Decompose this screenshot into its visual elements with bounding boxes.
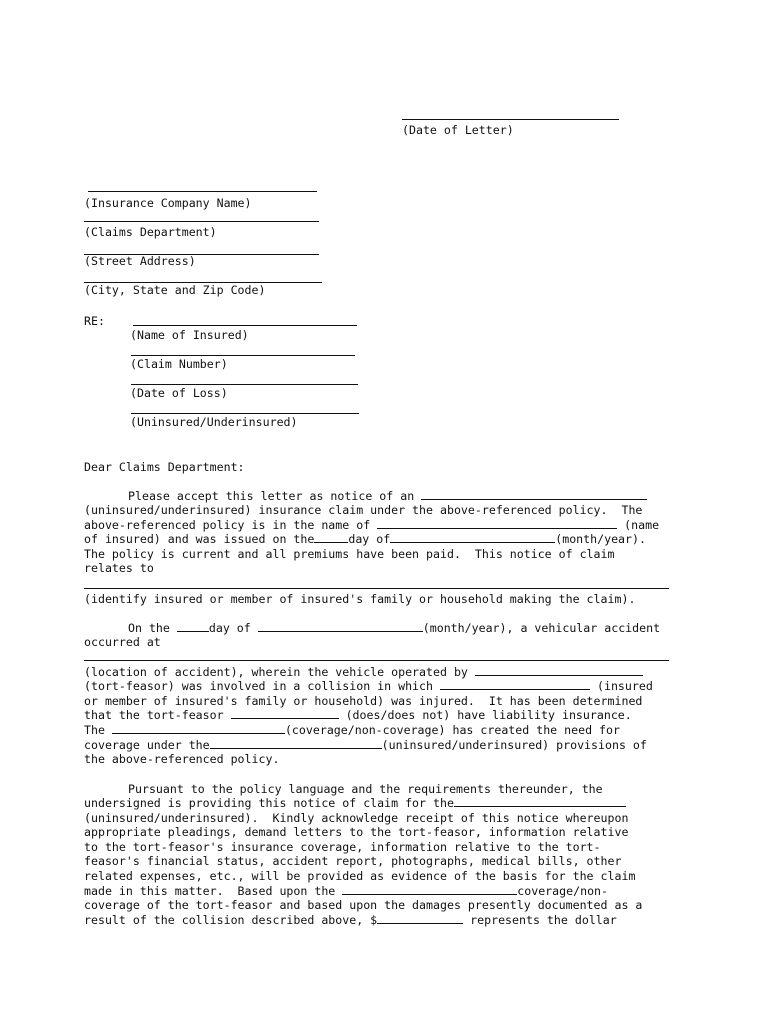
p1-line-4 bbox=[84, 532, 646, 547]
injured-party-blank[interactable] bbox=[440, 679, 590, 690]
street-label: (Street Address) bbox=[84, 254, 196, 268]
p3-line-9: coverage of the tort-feasor and based upon the damages presently documented as a bbox=[84, 898, 643, 912]
p1-text-1: Please accept this letter as notice of an bbox=[128, 489, 415, 503]
date-of-loss-label: (Date of Loss) bbox=[130, 386, 228, 400]
re-label: RE: bbox=[84, 314, 105, 328]
p1-line-3 bbox=[84, 518, 659, 533]
p3-text-8a: made in this matter. Based upon the bbox=[84, 884, 336, 898]
p2-line-7 bbox=[84, 723, 620, 738]
notice-claim-blank[interactable] bbox=[454, 796, 626, 807]
p2-line-9: the above-referenced policy. bbox=[84, 752, 280, 766]
p2-text-6b: (does/does not) have liability insurance. bbox=[345, 708, 632, 722]
p2-text-7a: The bbox=[84, 723, 105, 737]
p2-text-6a: that the tort-feasor bbox=[84, 708, 224, 722]
p3-line-10 bbox=[84, 913, 617, 928]
salutation: Dear Claims Department: bbox=[84, 460, 245, 474]
coverage-basis-blank[interactable] bbox=[342, 884, 517, 895]
liability-blank[interactable] bbox=[231, 708, 339, 719]
p2-line-5: or member of insured's family or household) was injured. It has been determined bbox=[84, 694, 643, 708]
p2-line-8 bbox=[84, 738, 647, 753]
date-of-loss-line[interactable] bbox=[131, 384, 358, 385]
department-line[interactable] bbox=[84, 221, 319, 222]
insured-label: (Name of Insured) bbox=[130, 328, 249, 342]
p3-line-6: feasor's financial status, accident report, photographs, medical bills, other bbox=[84, 854, 622, 868]
p3-text-2: undersigned is providing this notice of claim for the bbox=[84, 796, 454, 810]
claimant-line[interactable] bbox=[84, 588, 669, 589]
p2-line-3 bbox=[84, 665, 643, 680]
accident-day-blank[interactable] bbox=[177, 621, 209, 632]
coverage-status-blank[interactable] bbox=[112, 723, 285, 734]
p3-line-2 bbox=[84, 796, 626, 811]
p2-text-1a: On the bbox=[128, 621, 170, 635]
p2-text-8a: coverage under the bbox=[84, 738, 210, 752]
accident-month-blank[interactable] bbox=[258, 621, 423, 632]
p2-text-8b: (uninsured/underinsured) provisions of bbox=[381, 738, 647, 752]
p2-text-3a: (location of accident), wherein the vehicle operated by bbox=[84, 665, 468, 679]
issue-month-blank[interactable] bbox=[390, 532, 555, 543]
p3-line-4: appropriate pleadings, demand letters to the tort-feasor, information relative bbox=[84, 825, 629, 839]
claim-number-line[interactable] bbox=[131, 355, 355, 356]
p1-text-4c: (month/year). bbox=[555, 532, 646, 546]
p1-line-6: relates to bbox=[84, 561, 154, 575]
policy-name-blank[interactable] bbox=[377, 518, 617, 529]
date-of-letter-label: (Date of Letter) bbox=[402, 123, 514, 137]
p1-line-2: (uninsured/underinsured) insurance claim under the above-referenced policy. The bbox=[84, 503, 643, 517]
p1-text-4b: day of bbox=[348, 532, 391, 546]
p3-line-1: Pursuant to the policy language and the requirements thereunder, the bbox=[128, 782, 603, 796]
p1-line-7: (identify insured or member of insured's family or household making the claim). bbox=[84, 592, 636, 606]
p1-text-4a: of insured) and was issued on the bbox=[84, 532, 315, 546]
company-line[interactable] bbox=[88, 191, 317, 192]
p3-text-10a: result of the collision described above, $ bbox=[84, 913, 378, 927]
p1-text-3a: above-referenced policy is in the name of bbox=[84, 518, 371, 532]
provision-blank[interactable] bbox=[210, 738, 382, 749]
claim-type-blank[interactable] bbox=[421, 489, 647, 500]
insured-line[interactable] bbox=[133, 325, 357, 326]
operator-blank[interactable] bbox=[475, 665, 643, 676]
p3-line-5: to the tort-feasor's insurance coverage, information relative to the tort- bbox=[84, 840, 601, 854]
coverage-label: (Uninsured/Underinsured) bbox=[130, 415, 298, 429]
p2-text-4b: (insured bbox=[596, 679, 653, 693]
p2-text-4a: (tort-feasor) was involved in a collision in which bbox=[84, 679, 434, 693]
company-label: (Insurance Company Name) bbox=[84, 196, 252, 210]
p3-line-3: (uninsured/underinsured). Kindly acknowledge receipt of this notice whereupon bbox=[84, 811, 629, 825]
issue-day-blank[interactable] bbox=[314, 532, 348, 543]
p2-text-7b: (coverage/non-coverage) has created the need for bbox=[284, 723, 620, 737]
p3-line-7: related expenses, etc., will be provided as evidence of the basis for the claim bbox=[84, 869, 636, 883]
p1-line-1 bbox=[128, 489, 647, 504]
p3-line-8 bbox=[84, 884, 608, 899]
city-state-zip-label: (City, State and Zip Code) bbox=[84, 283, 266, 297]
p2-text-1b: day of bbox=[208, 621, 251, 635]
dollar-amount-blank[interactable] bbox=[377, 913, 463, 924]
date-signature-line[interactable] bbox=[402, 119, 619, 120]
p1-line-5: The policy is current and all premiums have been paid. This notice of claim bbox=[84, 547, 615, 561]
p3-text-8b: coverage/non- bbox=[517, 884, 609, 898]
p3-text-10b: represents the dollar bbox=[470, 913, 617, 927]
p2-line-4 bbox=[84, 679, 653, 694]
coverage-line[interactable] bbox=[131, 413, 359, 414]
p2-text-1c: (month/year), a vehicular accident bbox=[422, 621, 661, 635]
location-line[interactable] bbox=[84, 660, 669, 661]
claim-number-label: (Claim Number) bbox=[130, 357, 228, 371]
department-label: (Claims Department) bbox=[84, 225, 217, 239]
p2-line-6 bbox=[84, 708, 632, 723]
p2-line-1 bbox=[128, 621, 660, 636]
p2-line-2: occurred at bbox=[84, 635, 161, 649]
p1-text-3b: (name bbox=[624, 518, 660, 532]
